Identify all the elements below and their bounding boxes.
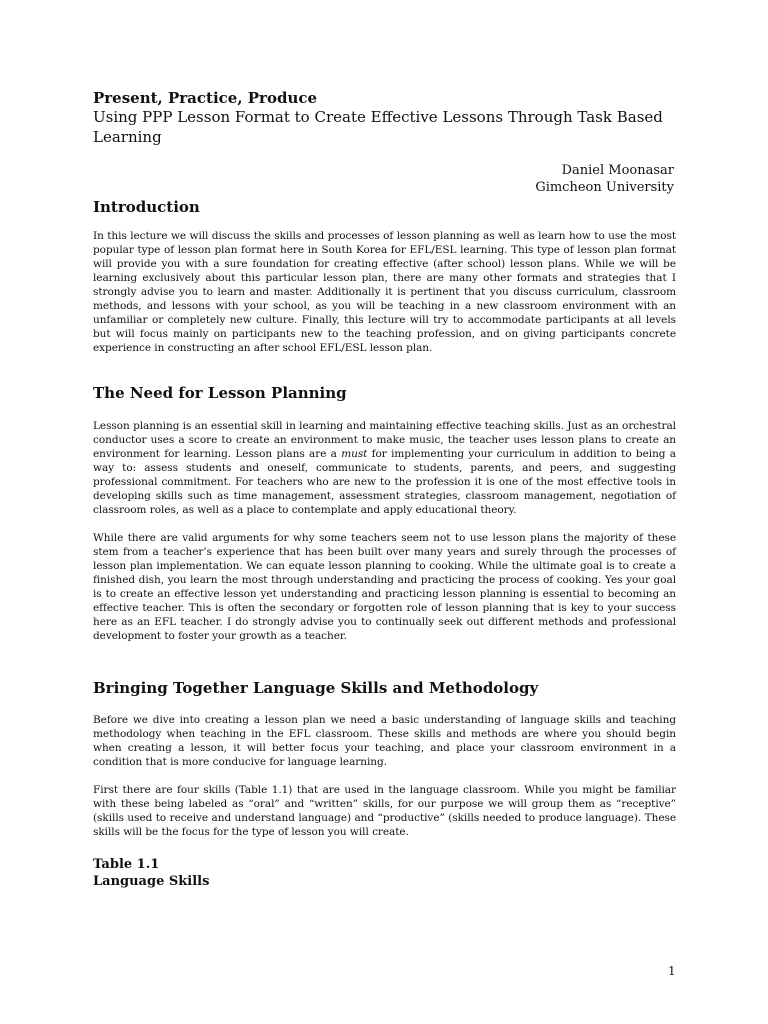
author-affiliation: Gimcheon University (535, 180, 674, 195)
section-introduction-body (93, 229, 676, 355)
section-heading-language-skills-methodology: Bringing Together Language Skills and Methodology (93, 679, 539, 697)
paragraph-text: for implementing your curriculum in addition to being a way to: assess students and oneself, communicate to students, parents, and peers, and suggesting professional commitment. For teachers who are new to the profession it is one of the most effective tools in developing skills such as time management, assessment strategies, classroom management, negotiation of classroom roles, as well as a place to contemplate and apply educational theory. (93, 448, 676, 516)
paragraph: Before we dive into creating a lesson plan we need a basic understanding of language skills and teaching methodology when teaching in the EFL classroom. These skills and methods are where you should begin when creating a lesson, it will better focus your teaching, and place your classroom environment in a condition that is more conducive for language learning. (93, 714, 676, 768)
section-bringing-body (93, 713, 676, 769)
emphasis-text: must (341, 448, 368, 460)
paragraph: First there are four skills (Table 1.1) that are used in the language classroom. While you might be familiar with these being labeled as “oral” and “written” skills, for our purpose we will group them as “receptive” (skills used to receive and understand language) and “productive” (skills needed to produce language). These skills will be the focus for the type of lesson you will create. (93, 784, 676, 838)
table-caption-number: Table 1.1 (93, 857, 160, 872)
author-name: Daniel Moonasar (561, 163, 674, 178)
page-number: 1 (668, 964, 676, 978)
paragraph-text: Lesson planning is an essential skill in learning and maintaining effective teaching skills. Just as an orchestral conductor uses a score to create an environment to make music, the teacher uses lesson plans to create an environment for learning. Lesson plans are a (93, 420, 676, 460)
table-caption-title: Language Skills (93, 874, 210, 889)
paragraph: While there are valid arguments for why some teachers seem not to use lesson plans the majority of these stem from a teacher’s experience that has been built over many years and surely through the processes of lesson plan implementation. We can equate lesson planning to cooking. While the ultimate goal is to create a finished dish, you learn the most through understanding and practicing the process of cooking. Yes your goal is to create an effective lesson yet understanding and practicing lesson planning is essential to becoming an effective teacher. This is often the secondary or forgotten role of lesson planning that is key to your success here as an EFL teacher. I do strongly advise you to continually seek out different methods and professional development to foster your growth as a teacher. (93, 532, 676, 642)
paragraph: In this lecture we will discuss the skills and processes of lesson planning as well as learn how to use the most popular type of lesson plan format here in South Korea for EFL/ESL learning. This type of lesson plan format will provide you with a sure foundation for creating effective (after school) lesson plans. While we will be learning exclusively about this particular lesson plan, there are many other formats and strategies that I strongly advise you to learn and master. Additionally it is pertinent that you discuss curriculum, classroom methods, and lessons with your school, as you will be teaching in a new classroom environment with an unfamiliar or completely new culture. Finally, this lecture will try to accommodate participants at all levels but will focus mainly on participants new to the teaching profession, and on giving participants concrete experience in constructing an after school EFL/ESL lesson plan. (93, 230, 676, 354)
section-heading-introduction: Introduction (93, 198, 200, 216)
paragraph (93, 419, 676, 517)
document-subtitle-line-2: Learning (93, 128, 162, 146)
section-bringing-body-2 (93, 783, 676, 839)
document-title: Present, Practice, Produce (93, 89, 318, 107)
section-need-body (93, 419, 676, 517)
section-need-body-2 (93, 531, 676, 643)
section-heading-need-for-lesson-planning: The Need for Lesson Planning (93, 384, 347, 402)
document-subtitle-line-1: Using PPP Lesson Format to Create Effective Lessons Through Task Based (93, 108, 663, 126)
